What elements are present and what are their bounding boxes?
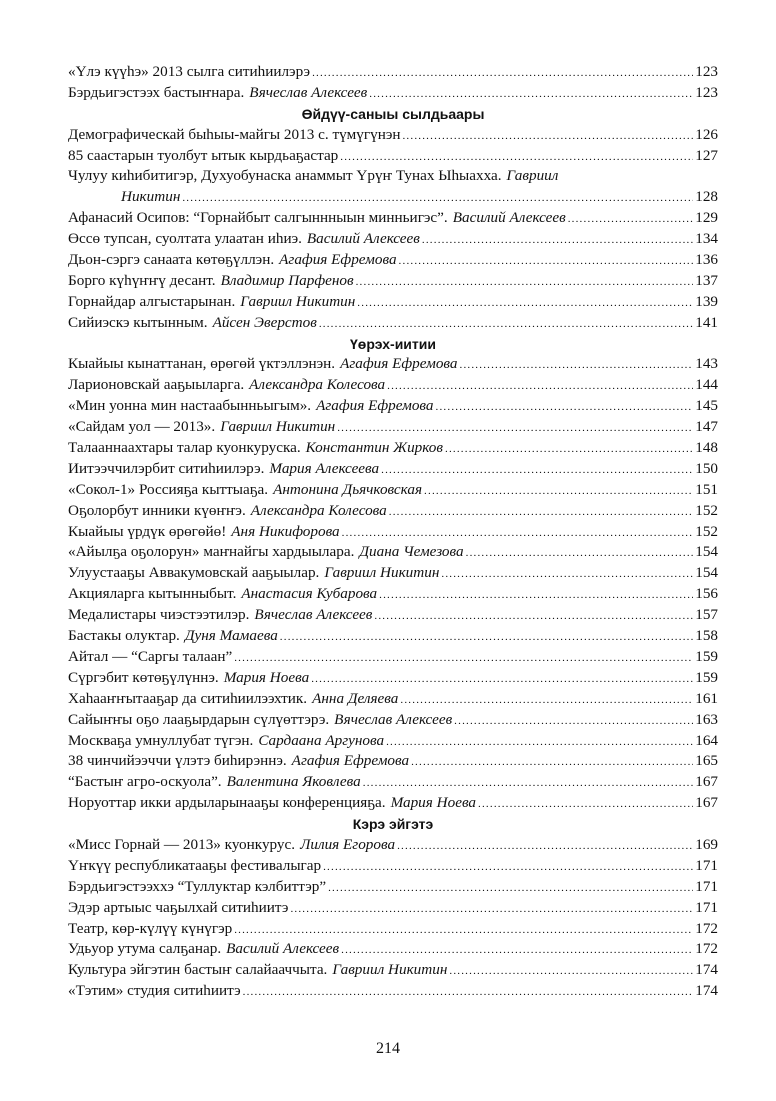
dot-leader bbox=[243, 982, 694, 1003]
entry-author: Валентина Яковлева bbox=[226, 773, 361, 791]
entry-title: Медалистары чиэстээтилэр. bbox=[68, 606, 250, 624]
entry-title: Дьон-сэргэ санаата көтөҕүллэн. bbox=[68, 251, 275, 269]
toc-entry bbox=[68, 605, 718, 626]
entry-page: 148 bbox=[695, 439, 718, 457]
entry-title: Чулуу киһибитигэр, Духуобунаска анаммыт Үрүҥ Тунах Ыһыахха. bbox=[68, 167, 502, 185]
entry-page: 169 bbox=[695, 835, 718, 853]
toc-entry bbox=[68, 62, 718, 83]
dot-leader bbox=[319, 314, 693, 335]
entry-author: Сардаана Аргунова bbox=[258, 731, 385, 749]
dot-leader bbox=[478, 794, 693, 815]
entry-title: Эдэр артыыс чаҕылхай ситиһиитэ bbox=[68, 898, 289, 916]
entry-page: 154 bbox=[695, 564, 718, 582]
entry-title: Иитээччилэрбит ситиһиилэрэ. bbox=[68, 459, 265, 477]
entry-author: Дуня Мамаева bbox=[184, 627, 278, 645]
entry-author: Гавриил Никитин bbox=[332, 961, 448, 979]
toc-entry bbox=[68, 772, 718, 793]
toc-entry bbox=[68, 292, 718, 313]
dot-leader bbox=[182, 188, 693, 209]
toc-entry bbox=[68, 83, 718, 104]
toc-entry bbox=[68, 793, 718, 814]
toc-entry-continuation bbox=[68, 187, 718, 208]
entry-title: Горнайдар алгыстарынан. bbox=[68, 292, 236, 310]
entry-title: «Сокол-1» Россияҕа кыттыаҕа. bbox=[68, 480, 269, 498]
dot-leader bbox=[411, 752, 693, 773]
entry-title: Норуоттар икки ардыларынааҕы конференцияҕа. bbox=[68, 794, 386, 812]
entry-title: Москваҕа умнуллубат түгэн. bbox=[68, 731, 254, 749]
dot-leader bbox=[445, 439, 693, 460]
entry-title: «Мин уонна мин настаабынньыгым». bbox=[68, 397, 312, 415]
entry-page: 161 bbox=[695, 689, 718, 707]
entry-page: 167 bbox=[695, 773, 718, 791]
dot-leader bbox=[460, 355, 694, 376]
dot-leader bbox=[436, 397, 694, 418]
entry-page: 123 bbox=[695, 63, 718, 80]
dot-leader bbox=[234, 648, 693, 669]
toc-entry bbox=[68, 919, 718, 940]
entry-page: 159 bbox=[695, 668, 718, 686]
entry-page: 159 bbox=[695, 647, 718, 665]
toc-entry bbox=[68, 417, 718, 438]
toc-entry bbox=[68, 856, 718, 877]
entry-author: Никитин bbox=[121, 188, 181, 206]
entry-title: Хаһааҥҥытааҕар да ситиһиилээхтик. bbox=[68, 689, 308, 707]
entry-author: Агафия Ефремова bbox=[291, 752, 410, 770]
entry-author: Вячеслав Алексеев bbox=[334, 710, 453, 728]
entry-author: Агафия Ефремова bbox=[316, 397, 434, 415]
entry-author: Лилия Егорова bbox=[300, 835, 396, 853]
dot-leader bbox=[357, 293, 693, 314]
dot-leader bbox=[340, 147, 693, 168]
entry-page: 174 bbox=[695, 982, 718, 1000]
entry-author: Вячеслав Алексеев bbox=[254, 606, 373, 624]
entry-page: 126 bbox=[695, 125, 718, 143]
toc-entry bbox=[68, 313, 718, 334]
entry-author: Анна Деляева bbox=[312, 689, 399, 707]
entry-page: 152 bbox=[695, 522, 718, 540]
entry-page: 164 bbox=[695, 731, 718, 749]
entry-page: 129 bbox=[695, 209, 718, 227]
entry-title: «Тэтим» студия ситиһиитэ bbox=[68, 982, 241, 1000]
dot-leader bbox=[381, 460, 693, 481]
entry-page: 171 bbox=[695, 877, 718, 895]
toc-entry bbox=[68, 271, 718, 292]
dot-leader bbox=[342, 523, 694, 544]
section-heading: Кэрэ эйгэтэ bbox=[352, 816, 434, 833]
entry-title: Үҥкүү республикатааҕы фестивалыгар bbox=[68, 856, 322, 874]
entry-title: Демографическай быһыы-майгы 2013 с. түмүгүнэн bbox=[68, 125, 401, 143]
entry-title: Бастакы олуктар. bbox=[68, 627, 180, 645]
entry-title: Борго күһүҥҥү десант. bbox=[68, 271, 216, 289]
entry-title: Кыайыы үрдүк өрөгөйө! bbox=[68, 522, 227, 540]
dot-leader bbox=[369, 84, 693, 105]
entry-author: Мария Ноева bbox=[390, 794, 477, 812]
entry-title: Театр, көр-күлүү күнүгэр bbox=[68, 919, 233, 937]
toc-entry bbox=[68, 710, 718, 731]
entry-author: Константин Жирков bbox=[305, 439, 443, 457]
entry-title: 38 чинчийээччи үлэтэ биһирэннэ. bbox=[68, 752, 287, 770]
dot-leader bbox=[328, 878, 693, 899]
toc-entry bbox=[68, 480, 718, 501]
dot-leader bbox=[311, 669, 693, 690]
entry-author: Агафия Ефремова bbox=[279, 251, 397, 269]
dot-leader bbox=[374, 606, 693, 627]
entry-author: Василий Алексеев bbox=[226, 940, 340, 958]
entry-page: 143 bbox=[695, 355, 718, 373]
dot-leader bbox=[341, 940, 693, 961]
entry-title: Бэрдьигэстээх бастыҥнара. bbox=[68, 83, 245, 101]
toc-entry bbox=[68, 146, 718, 167]
section-heading: Өйдүү-саныы сылдьаары bbox=[301, 105, 485, 122]
entry-title: Өссө тупсан, суолтата улаатан иһиэ. bbox=[68, 230, 302, 248]
toc-entry bbox=[68, 501, 718, 522]
entry-author: Айсен Эверстов bbox=[212, 313, 317, 331]
entry-author: Василий Алексеев bbox=[306, 230, 420, 248]
entry-author: Анастасия Кубарова bbox=[241, 585, 378, 603]
entry-title: Ларионовскай ааҕыыларга. bbox=[68, 376, 245, 394]
dot-leader bbox=[402, 126, 693, 147]
entry-page: 156 bbox=[695, 585, 718, 603]
dot-leader bbox=[386, 732, 693, 753]
entry-title: Удьуор утума салҕанар. bbox=[68, 940, 222, 958]
dot-leader bbox=[441, 564, 693, 585]
toc-entry bbox=[68, 522, 718, 543]
entry-title: Бэрдьигэстээххэ “Туллуктар кэлбиттэр” bbox=[68, 877, 327, 895]
table-of-contents bbox=[68, 62, 718, 1002]
dot-leader bbox=[363, 773, 693, 794]
entry-page: 174 bbox=[695, 961, 718, 979]
entry-author: Мария Ноева bbox=[223, 668, 310, 686]
entry-title: Афанасий Осипов: “Горнайбыт салгыннныын минньигэс”. bbox=[68, 209, 448, 227]
dot-leader bbox=[312, 63, 693, 84]
dot-leader bbox=[389, 502, 693, 523]
entry-title: 85 саастарын туолбут ытык кырдьаҕастар bbox=[68, 146, 339, 164]
toc-entry bbox=[68, 396, 718, 417]
dot-leader bbox=[387, 376, 693, 397]
entry-title: Талааннаахтары талар куонкуруска. bbox=[68, 439, 301, 457]
toc-entry bbox=[68, 731, 718, 752]
entry-author: Гавриил bbox=[506, 167, 559, 185]
dot-leader bbox=[397, 836, 693, 857]
dot-leader bbox=[234, 920, 693, 941]
entry-page: 154 bbox=[695, 543, 718, 561]
entry-title: «Сайдам уол — 2013». bbox=[68, 418, 216, 436]
entry-title: «Мисс Горнай — 2013» куонкурус. bbox=[68, 835, 296, 853]
dot-leader bbox=[379, 585, 693, 606]
entry-page: 172 bbox=[695, 940, 718, 958]
entry-page: 137 bbox=[695, 271, 718, 289]
entry-page: 171 bbox=[695, 898, 718, 916]
entry-page: 157 bbox=[695, 606, 718, 624]
entry-title: Кыайыы кынаттанан, өрөгөй үктэллэнэн. bbox=[68, 355, 336, 373]
entry-author: Гавриил Никитин bbox=[220, 418, 336, 436]
entry-author: Александра Колесова bbox=[250, 501, 387, 519]
dot-leader bbox=[568, 209, 694, 230]
dot-leader bbox=[290, 899, 693, 920]
toc-entry bbox=[68, 689, 718, 710]
toc-entry bbox=[68, 354, 718, 375]
entry-page: 152 bbox=[695, 501, 718, 519]
dot-leader bbox=[356, 272, 694, 293]
entry-title: “Бастыҥ агро-оскуола”. bbox=[68, 773, 222, 791]
entry-page: 144 bbox=[695, 376, 718, 394]
entry-title: «Үлэ күүһэ» 2013 сылга ситиһиилэрэ bbox=[68, 63, 311, 80]
entry-page: 134 bbox=[695, 230, 718, 248]
toc-entry bbox=[68, 563, 718, 584]
dot-leader bbox=[280, 627, 693, 648]
entry-title: Сийиэскэ кытынным. bbox=[68, 313, 208, 331]
entry-page: 167 bbox=[695, 794, 718, 812]
toc-entry bbox=[68, 125, 718, 146]
entry-title: Акцияларга кытынныбыт. bbox=[68, 585, 237, 603]
toc-entry bbox=[68, 229, 718, 250]
toc-entry bbox=[68, 626, 718, 647]
toc-entry bbox=[68, 898, 718, 919]
dot-leader bbox=[400, 690, 693, 711]
entry-title: Айтал — “Саргы талаан” bbox=[68, 647, 233, 665]
entry-page: 139 bbox=[695, 292, 718, 310]
toc-entry bbox=[68, 647, 718, 668]
dot-leader bbox=[424, 481, 693, 502]
entry-author: Антонина Дьячковская bbox=[273, 480, 423, 498]
entry-title: Улуустааҕы Аввакумовскай ааҕыылар. bbox=[68, 564, 320, 582]
dot-leader bbox=[454, 711, 693, 732]
entry-page: 163 bbox=[695, 710, 718, 728]
toc-entry bbox=[68, 542, 718, 563]
toc-entry bbox=[68, 166, 718, 187]
entry-author: Вячеслав Алексеев bbox=[249, 83, 368, 101]
entry-page: 150 bbox=[695, 459, 718, 477]
entry-title: Сайыҥҥы оҕо лааҕырдарын сүлүөттэрэ. bbox=[68, 710, 330, 728]
toc-entry bbox=[68, 250, 718, 271]
toc-entry bbox=[68, 208, 718, 229]
toc-entry bbox=[68, 459, 718, 480]
dot-leader bbox=[466, 543, 694, 564]
entry-author: Мария Алексеева bbox=[269, 459, 380, 477]
toc-entry bbox=[68, 751, 718, 772]
entry-author: Владимир Парфенов bbox=[220, 271, 354, 289]
entry-page: 158 bbox=[695, 627, 718, 645]
entry-page: 145 bbox=[695, 397, 718, 415]
entry-page: 136 bbox=[695, 251, 718, 269]
entry-page: 151 bbox=[695, 480, 718, 498]
entry-page: 127 bbox=[695, 146, 718, 164]
entry-page: 128 bbox=[695, 188, 718, 206]
dot-leader bbox=[337, 418, 693, 439]
entry-author: Гавриил Никитин bbox=[324, 564, 440, 582]
section-heading: Үөрэх-иитии bbox=[350, 335, 436, 352]
entry-title: Культура эйгэтин бастыҥ салайааччыта. bbox=[68, 961, 328, 979]
entry-page: 123 bbox=[695, 83, 718, 101]
entry-page: 141 bbox=[695, 313, 718, 331]
entry-page: 171 bbox=[695, 856, 718, 874]
entry-author: Александра Колесова bbox=[249, 376, 386, 394]
toc-entry bbox=[68, 668, 718, 689]
toc-entry bbox=[68, 438, 718, 459]
toc-entry bbox=[68, 960, 718, 981]
dot-leader bbox=[449, 961, 693, 982]
page-number: 214 bbox=[376, 1040, 400, 1057]
entry-page: 165 bbox=[695, 752, 718, 770]
entry-title: Оҕолорбут инники күөҥҥэ. bbox=[68, 501, 246, 519]
toc-entry bbox=[68, 939, 718, 960]
toc-entry bbox=[68, 835, 718, 856]
toc-entry bbox=[68, 981, 718, 1002]
entry-title: «Айылҕа оҕолорун» маҥнайгы хардыылара. bbox=[68, 543, 355, 561]
entry-author: Диана Чемезова bbox=[359, 543, 464, 561]
toc-entry bbox=[68, 877, 718, 898]
entry-page: 172 bbox=[695, 919, 718, 937]
entry-author: Агафия Ефремова bbox=[340, 355, 458, 373]
entry-author: Аня Никифорова bbox=[231, 522, 340, 540]
entry-page: 147 bbox=[695, 418, 718, 436]
toc-entry bbox=[68, 375, 718, 396]
dot-leader bbox=[323, 857, 693, 878]
entry-author: Гавриил Никитин bbox=[240, 292, 356, 310]
entry-title: Сүргэбит көтөҕүлүннэ. bbox=[68, 668, 219, 686]
toc-entry bbox=[68, 584, 718, 605]
entry-author: Василий Алексеев bbox=[452, 209, 566, 227]
dot-leader bbox=[399, 251, 694, 272]
dot-leader bbox=[422, 230, 693, 251]
